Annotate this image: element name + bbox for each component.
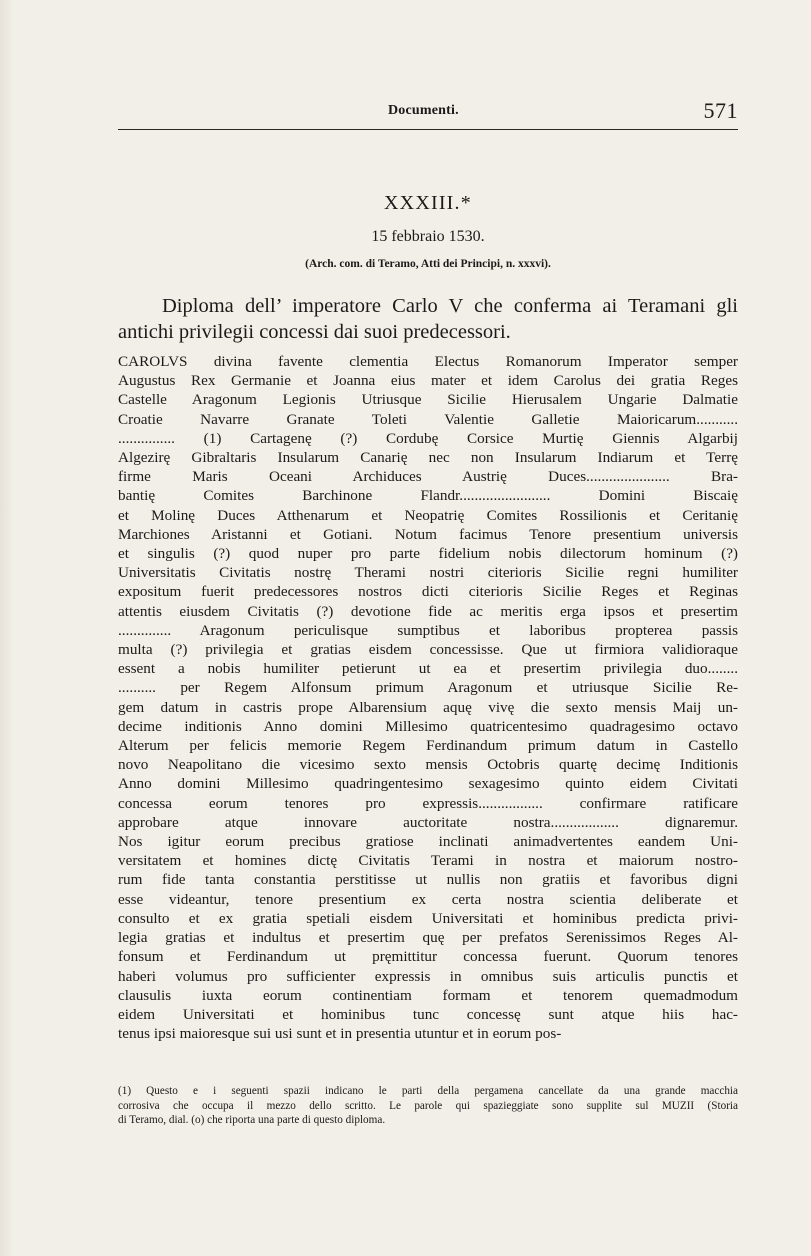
document-title: [118, 293, 738, 345]
body-line: .............. Aragonum periculisque sumptibus et laboribus propterea passis: [118, 621, 738, 639]
body-line: gem datum in castris prope Albarensium aquę vivę die sexto mensis Maij un-: [118, 698, 738, 716]
footnote-line: corrosiva che occupa il mezzo dello scritto. Le parole qui spazieggiate sono supplite sul MUZII (Storia: [118, 1099, 738, 1112]
document-title-text: Diploma dell’ imperatore Carlo V che conferma ai Teramani gli antichi privilegii concessi dai suoi predecessori.: [118, 295, 738, 343]
page-edge: [0, 0, 14, 1256]
body-line: rum fide tanta constantia perstitisse ut nullis non gratiis et favoribus digni: [118, 871, 738, 889]
body-line: Anno domini Millesimo quadringentesimo sexagesimo quinto eidem Civitati: [118, 775, 738, 793]
footnote-line: di Teramo, dial. (o) che riporta una parte di questo diploma.: [118, 1114, 386, 1126]
body-line: bantię Comites Barchinone Flandr........................ Domini Biscaię: [118, 487, 738, 505]
body-line: Algezirę Gibraltaris Insularum Canarię nec non Insularum Indiarum et Terrę: [118, 449, 738, 467]
body-line: essent a nobis humiliter petierunt ut ea et presertim privilegia duo........: [118, 660, 738, 678]
body-line: consulto et ex gratia spetiali eisdem Universitati et hominibus predicta privi-: [118, 909, 738, 927]
body-line: attentis eiusdem Civitatis (?) devotione fide ac meritis erga ipsos et presertim: [118, 602, 738, 620]
document-date: 15 febbraio 1530.: [371, 228, 485, 245]
footnotes: [118, 1084, 738, 1128]
body-line: tenus ipsi maioresque sui usi sunt et in presentia utuntur et in eorum pos-: [118, 1025, 562, 1043]
body-line: novo Neapolitano die vicesimo sexto mensis Octobris quartę decimę Inditionis: [118, 756, 738, 774]
running-title: Documenti.: [388, 103, 459, 118]
body-line: firme Maris Oceani Archiduces Austrię Duces...................... Bra-: [118, 468, 738, 486]
body-line: et Molinę Duces Atthenarum et Neopatrię Comites Rossilionis et Ceritanię: [118, 506, 738, 524]
body-line: multa (?) privilegia et gratias eisdem concessisse. Que ut firmiora validioraque: [118, 641, 738, 659]
document-number: XXXIII.*: [384, 192, 472, 214]
body-line: fonsum et Ferdinandum ut pręmittitur concessa fuerunt. Quorum tenores: [118, 948, 738, 966]
body-line: .......... per Regem Alfonsum primum Aragonum et utriusque Sicilie Re-: [118, 679, 738, 697]
body-line: Castelle Aragonum Legionis Utriusque Sicilie Hierusalem Ungarie Dalmatie: [118, 391, 738, 409]
body-line: Alterum per felicis memorie Regem Ferdinandum primum datum in Castello: [118, 737, 738, 755]
body-line: eidem Universitati et hominibus tunc concessę sunt atque hiis hac-: [118, 1005, 738, 1023]
document-body: [118, 352, 738, 1043]
footnote-line: (1) Questo e i seguenti spazii indicano le parti della pergamena cancellate da una grande macchia: [118, 1085, 738, 1097]
body-line: concessa eorum tenores pro expressis................. confirmare ratificare: [118, 794, 738, 812]
body-line: CAROLVS divina favente clementia Electus Romanorum Imperator semper: [118, 353, 738, 370]
body-line: clausulis iuxta eorum continentiam formam et tenorem quemadmodum: [118, 986, 738, 1004]
body-line: approbare atque innovare auctoritate nostra.................. dignaremur.: [118, 813, 738, 831]
running-header: [118, 100, 738, 130]
body-line: esse videantur, tenore presentium ex certa nostra scientia deliberate et: [118, 890, 738, 908]
body-line: legia gratias et indultus et presertim quę per prefatos Serenissimos Reges Al-: [118, 929, 738, 947]
body-line: haberi volumus pro sufficienter expressis in omnibus suis articulis punctis et: [118, 967, 738, 985]
body-line: Marchiones Aristanni et Gotiani. Notum facimus Tenore presentium universis: [118, 525, 738, 543]
body-line: Augustus Rex Germanie et Joanna eius mater et idem Carolus dei gratia Reges: [118, 372, 738, 390]
body-line: Croatie Navarre Granate Toleti Valentie Galletie Maioricarum...........: [118, 410, 738, 428]
body-line: Nos igitur eorum precibus gratiose inclinati animadvertentes eandem Uni-: [118, 833, 738, 851]
body-line: expositum fuerit predecessores nostros dicti citerioris Sicilie Reges et Reginas: [118, 583, 738, 601]
body-line: ............... (1) Cartagenę (?) Cordubę Corsice Murtię Giennis Algarbij: [118, 429, 738, 447]
document-source: (Arch. com. di Teramo, Atti dei Principi, n. xxxvi).: [305, 258, 551, 270]
body-line: Universitatis Civitatis nostrę Therami nostri citerioris Sicilie regni humiliter: [118, 564, 738, 582]
body-line: versitatem et homines dictę Civitatis Terami in nostra et maiorum nostro-: [118, 852, 738, 870]
body-line: decime inditionis Anno domini Millesimo quatricentesimo quadragesimo octavo: [118, 717, 738, 735]
page-number: 571: [703, 98, 738, 123]
body-line: et singulis (?) quod nuper pro parte fidelium nobis dilectorum hominum (?): [118, 545, 738, 563]
